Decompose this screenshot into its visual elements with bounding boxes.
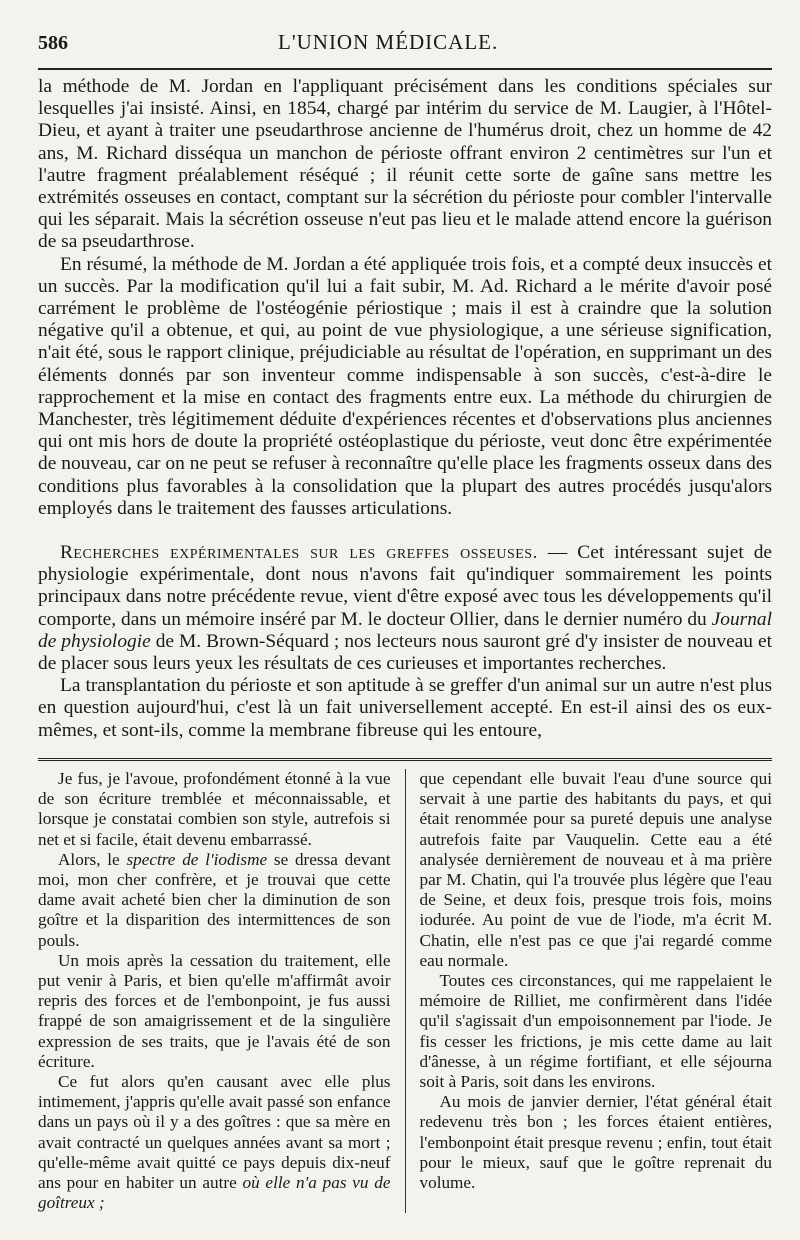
page-header (38, 30, 772, 68)
paragraph (38, 850, 391, 951)
page-number: 586 (38, 32, 68, 54)
column-separator (405, 769, 406, 1213)
section-title: Recherches expérimentales sur les greffes osseuses. (60, 542, 538, 564)
text-run: se dressa devant moi, mon cher confrère, et je trouvai que cette dame avait acheté bien cher la diminution de son goître et la disparition des intermittences de son pouls. (38, 849, 391, 950)
feuilleton-rule (38, 758, 772, 761)
feuilleton (38, 769, 772, 1213)
paragraph: En résumé, la méthode de M. Jordan a été appliquée trois fois, et a compté deux insuccès et un succès. Par la modification qu'il lui a fait subir, M. Ad. Richard a le mérite d'avoir posé carrément le problème de l'ostéogénie périostique ; mais il est à craindre que la solution négative qu'il a obtenue, et qui, au point de vue physiologique, a une sérieuse signification, n'ait été, sous le rapport clinique, préjudiciable au résultat de l'opération, en supprimant un des éléments donnés par son inventeur comme indispensable à son succès, c'est-à-dire le rapprochement et la mise en contact des fragments entre eux. La méthode du chirurgien de Manchester, très légitimement déduite d'expériences récentes et d'observations plus anciennes qui ont mis hors de doute la propriété ostéoplastique du périoste, veut donc être expérimentée de nouveau, car on ne peut se refuser à reconnaître qu'elle place les fragments osseux dans des conditions plus favorables à la consolidation que la plupart des autres procédés jusqu'alors employés dans le traitement des fausses articulations. (38, 253, 772, 519)
paragraph (38, 1072, 391, 1213)
section-text: — Cet intéressant sujet de physiologie expérimentale, dont nous n'avons fait qu'indiquer sommairement les points principaux dans notre précédente revue, vient d'être exposé avec tous les développements qu'il comporte, dans un mémoire inséré par M. le docteur Ollier, dans le dernier numéro du (38, 542, 772, 630)
paragraph: La transplantation du périoste et son aptitude à se greffer d'un animal sur un autre n'est plus en question aujourd'hui, c'est là un fait universellement accepté. En est-il ainsi des os eux-mêmes, et sont-ils, comme la membrane fibreuse qui les entoure, (38, 675, 772, 741)
feuilleton-left-column (38, 769, 391, 1213)
emphasis: où elle n'a pas vu de goîtreux ; (38, 1172, 391, 1213)
paragraph: Au mois de janvier dernier, l'état général était redevenu très bon ; les forces étaient entières, l'embonpoint était presque revenu ; enfin, tout était pour le mieux, sauf que le goître reprenait du volume. (419, 1092, 772, 1192)
emphasis: spectre de l'iodisme (126, 849, 268, 869)
journal-title: Journal de physiologie (38, 608, 772, 652)
paragraph: que cependant elle buvait l'eau d'une source qui servait à une partie des habitants du pays, et qui était renommée pour sa pureté depuis une analyse autrefois faite par Vauquelin. Cette eau a été analysée dernièrement de nouveau et à ma prière par M. Chatin, qui l'a trouvée plus légère que l'eau de Seine, et deux fois, presque trois fois, moins iodurée. Au point de vue de l'iode, m'a écrit M. Chatin, elle n'est pas ce que j'ai regardé comme eau normale. (419, 768, 772, 970)
running-title: L'UNION MÉDICALE. (278, 30, 499, 54)
paragraph: Je fus, je l'avoue, profondément étonné à la vue de son écriture tremblée et méconnaissable, et lorsque je constatai combien son style, autrefois si net et si facile, était devenu embarrassé. (38, 768, 391, 849)
feuilleton-right-column (420, 769, 773, 1213)
text-run: Ce fut alors qu'en causant avec elle plus intimement, j'appris qu'elle avait passé son enfance dans un pays où il y a des goîtres : que sa mère en avait contracté un quelques années avant sa mort ; qu'elle-même avait quitté ce pays depuis dix-neuf ans pour en habiter un autre (38, 1071, 391, 1192)
header-rule (38, 68, 772, 70)
paragraph: Toutes ces circonstances, qui me rappelaient le mémoire de Rilliet, me confirmèrent dans l'idée qu'il s'agissait d'un empoisonnement par l'iode. Je fis cesser les frictions, je mis cette dame au lait d'ânesse, à un régime fortifiant, et elle séjourna soit à Paris, soit dans les environs. (419, 970, 772, 1091)
paragraph: la méthode de M. Jordan en l'appliquant précisément dans les conditions spéciales sur lesquelles j'ai insisté. Ainsi, en 1854, chargé par intérim du service de M. Laugier, à l'Hôtel-Dieu, et ayant à traiter une pseudarthrose ancienne de l'humérus droit, chez un homme de 42 ans, M. Richard disséqua un manchon de périoste offrant environ 2 centimètres sur l'un et l'autre fragment préalablement réséqué ; il réunit cette sorte de gaîne sans mettre les extrémités osseuses en contact, comptant sur la sécrétion du périoste pour combler l'intervalle qui les séparait. Mais la sécrétion osseuse n'eut pas lieu et le malade attend encore la guérison de sa pseudarthrose. (38, 76, 772, 253)
main-article (38, 76, 772, 742)
section-paragraph (38, 542, 772, 675)
text-run: Alors, le (58, 849, 127, 869)
paragraph: Un mois après la cessation du traitement, elle put venir à Paris, et bien qu'elle m'affirmât avoir repris des forces et de l'embonpoint, je fus aussi frappé de son amaigrissement et de la singulière expression de ses traits, que je l'avais été de son écriture. (38, 950, 391, 1071)
section-text: de M. Brown-Séquard ; nos lecteurs nous sauront gré d'y insister de nouveau et de placer sous leurs yeux les résultats de ces curieuses et importantes recherches. (38, 630, 772, 675)
